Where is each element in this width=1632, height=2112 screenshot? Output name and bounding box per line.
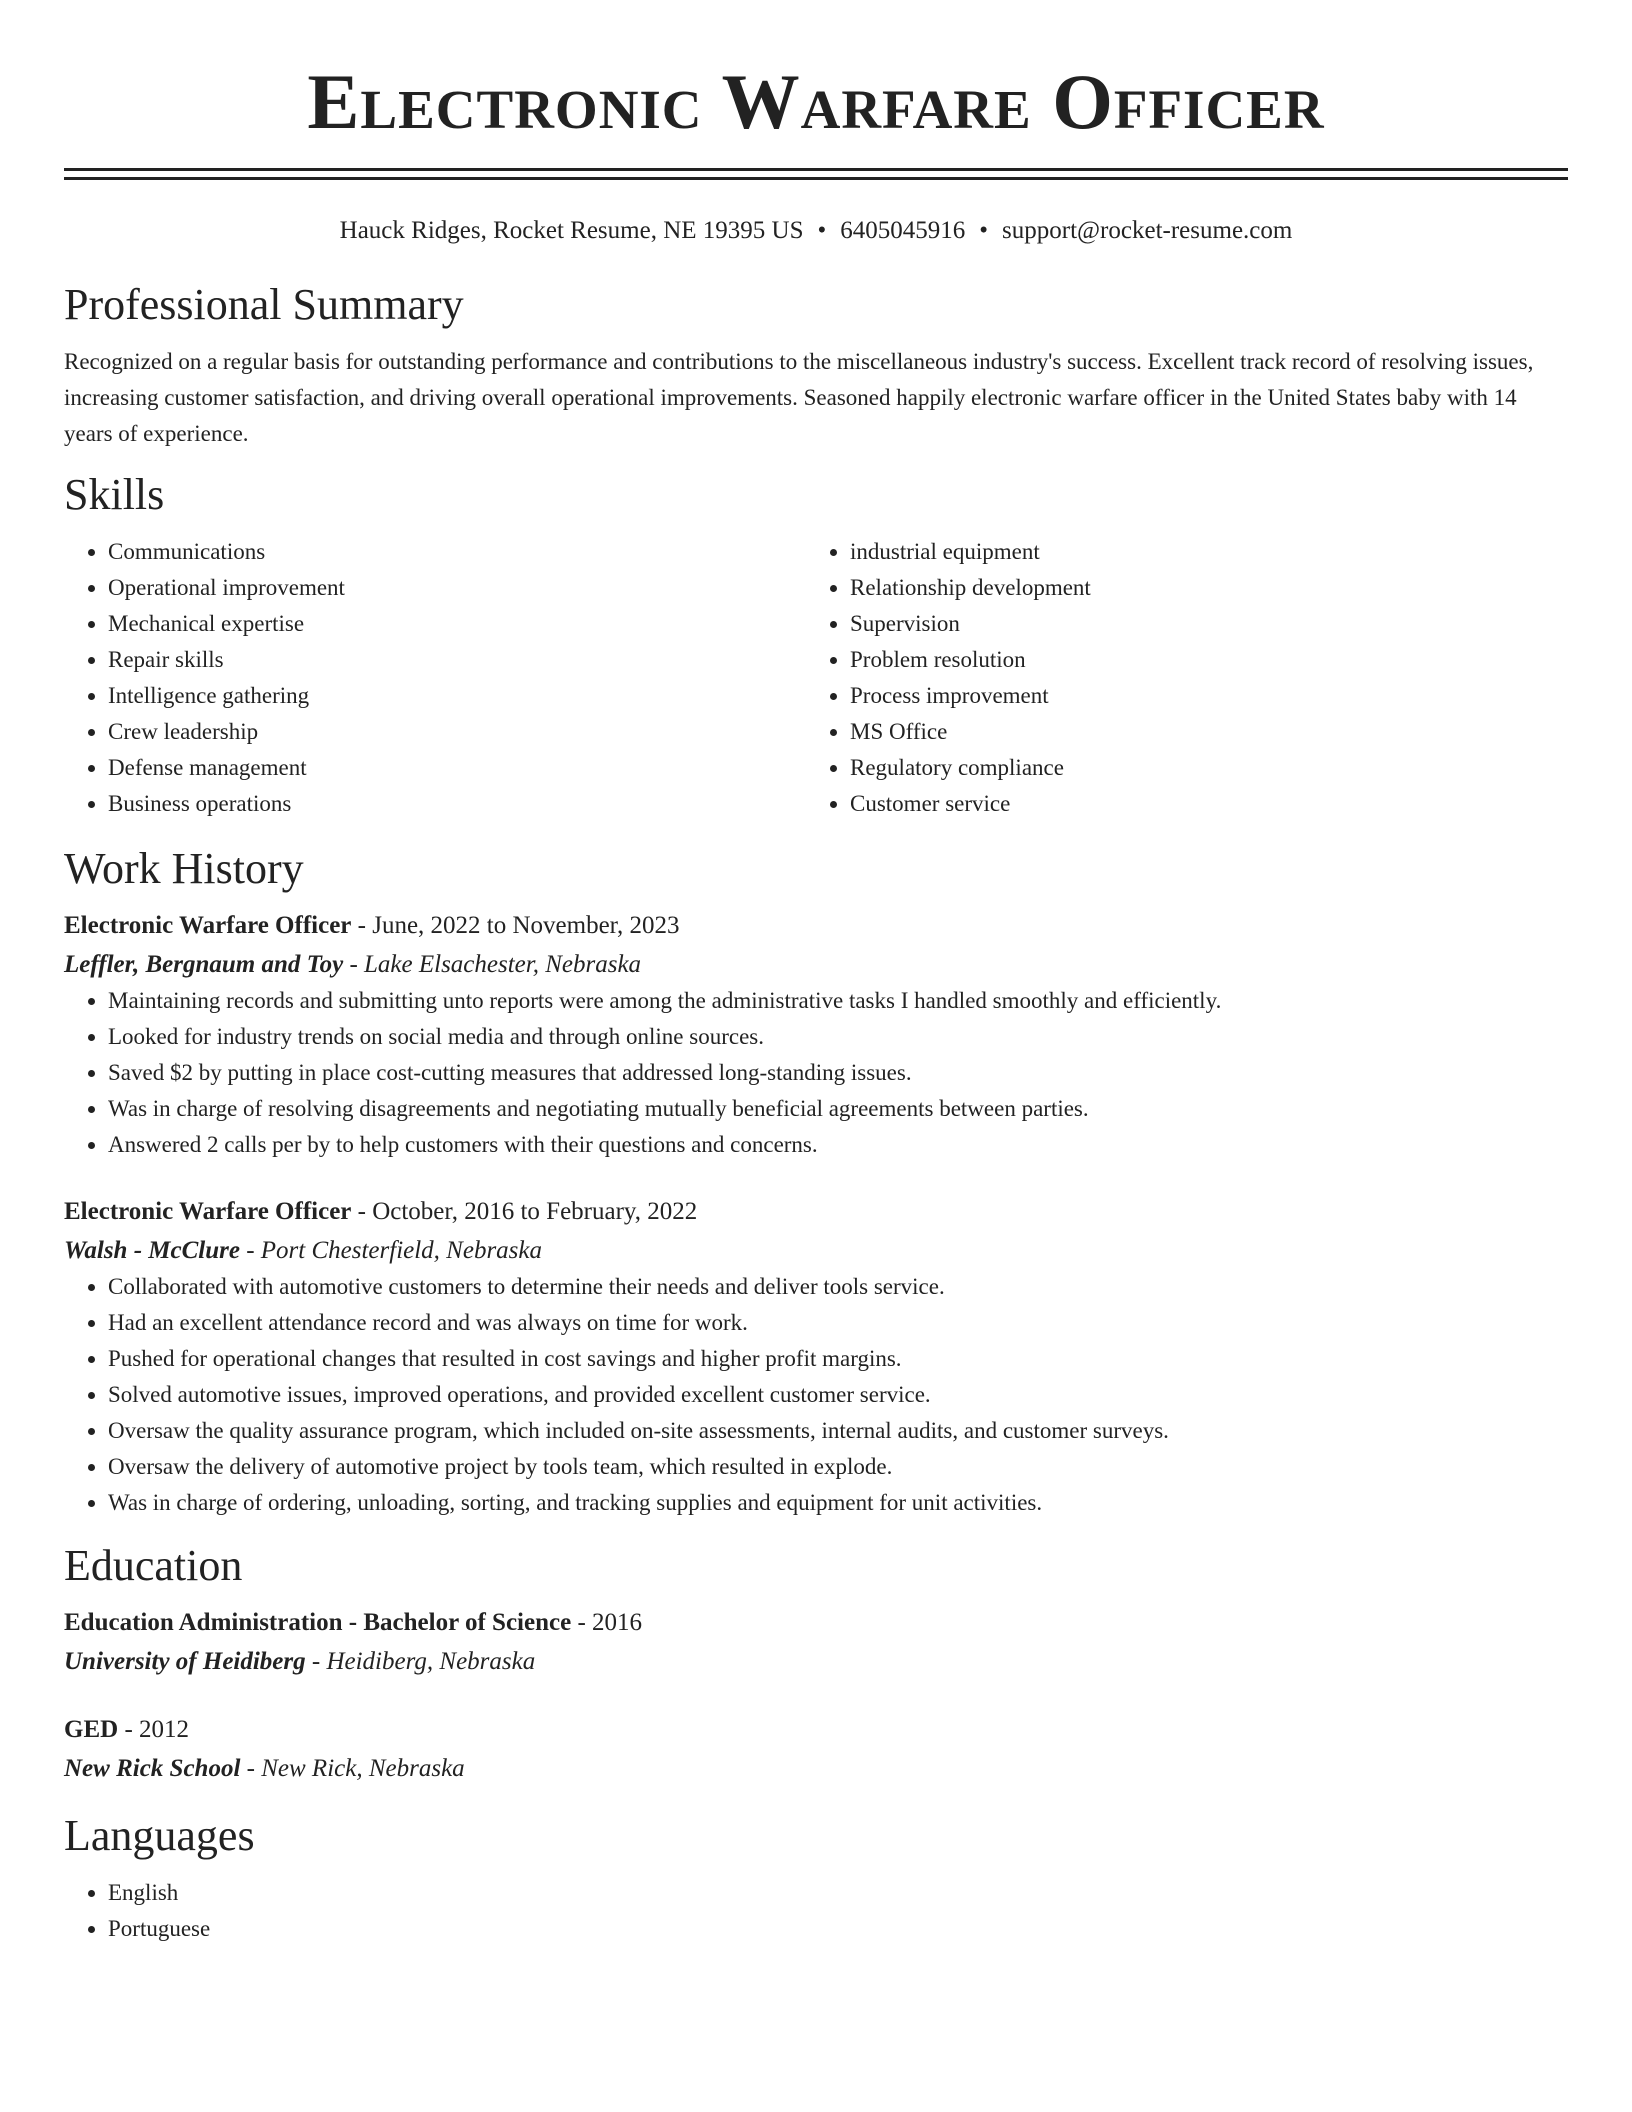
education-year: - 2016: [571, 1609, 643, 1636]
education-heading: Education: [64, 1541, 243, 1590]
job-company-line: [64, 947, 1568, 983]
job-duty: • Looked for industry trends on social media and through online sources.: [108, 1019, 1568, 1055]
skill-item: • industrial equipment: [850, 534, 1548, 570]
skills-left-list: [64, 534, 806, 822]
education-degree: Education Administration - Bachelor of Science: [64, 1609, 572, 1636]
job-title-line: [64, 908, 1568, 944]
skill-item: • Intelligence gathering: [108, 678, 806, 714]
job-duty: • Answered 2 calls per by to help customers with their questions and concerns.: [108, 1127, 1568, 1163]
language-item: • Portuguese: [108, 1911, 1568, 1947]
job-company-line: [64, 1233, 1568, 1269]
job-duty: • Solved automotive issues, improved operations, and provided excellent customer service.: [108, 1377, 1568, 1413]
skills-column-left: [64, 534, 806, 822]
job-duties: [64, 983, 1568, 1163]
job-duty: • Collaborated with automotive customers to determine their needs and deliver tools service.: [108, 1269, 1568, 1305]
education-entry: [64, 1605, 1568, 1680]
job-duty: • Pushed for operational changes that resulted in cost savings and higher profit margins.: [108, 1341, 1568, 1377]
skill-item: • Operational improvement: [108, 570, 806, 606]
languages-list: [64, 1875, 1568, 1947]
skill-item: • Defense management: [108, 750, 806, 786]
education-year: - 2012: [118, 1716, 190, 1743]
skill-item: • Mechanical expertise: [108, 606, 806, 642]
job-location: - Port Chesterfield, Nebraska: [239, 1237, 543, 1264]
job-duty: • Oversaw the delivery of automotive project by tools team, which resulted in explode.: [108, 1449, 1568, 1485]
job-duty: • Was in charge of ordering, unloading, sorting, and tracking supplies and equipment for unit activities.: [108, 1485, 1568, 1521]
job-title: Electronic Warfare Officer: [64, 1198, 352, 1225]
contact-email: support@rocket-resume.com: [1002, 217, 1293, 244]
job-duty: • Oversaw the quality assurance program, which included on-site assessments, internal audits, and customer surveys.: [108, 1413, 1568, 1449]
education-school-line: [64, 1751, 1568, 1787]
skill-item: • Regulatory compliance: [850, 750, 1548, 786]
languages-heading: Languages: [64, 1811, 255, 1860]
education-location: - Heidiberg, Nebraska: [305, 1648, 536, 1675]
summary-text: Recognized on a regular basis for outstanding performance and contributions to the miscellaneous industry's success. Excellent track record of resolving issues, increasing customer satisfaction, and driving overall operational improvements. Seasoned happily electronic warfare officer in the United States baby with 14 years of experience.: [64, 349, 1534, 446]
education-degree: GED: [64, 1716, 119, 1743]
education-location: - New Rick, Nebraska: [240, 1755, 465, 1782]
skill-item: • Customer service: [850, 786, 1548, 822]
contact-phone: 6405045916: [840, 217, 966, 244]
work-history-heading: Work History: [64, 844, 304, 893]
skill-item: • Business operations: [108, 786, 806, 822]
contact-address: Hauck Ridges, Rocket Resume, NE 19395 US: [339, 217, 804, 244]
job-entry: [64, 1194, 1568, 1521]
job-company: Leffler, Bergnaum and Toy: [64, 951, 344, 978]
skills-right-list: [806, 534, 1548, 822]
skills-column-right: [806, 534, 1548, 822]
resume-title: Electronic Warfare Officer: [307, 58, 1325, 145]
education-entry: [64, 1712, 1568, 1787]
job-company: Walsh - McClure: [64, 1237, 240, 1264]
job-duty: • Saved $2 by putting in place cost-cutting measures that addressed long-standing issues.: [108, 1055, 1568, 1091]
job-location: - Lake Elsachester, Nebraska: [343, 951, 642, 978]
job-duties: [64, 1269, 1568, 1521]
job-duty: • Had an excellent attendance record and was always on time for work.: [108, 1305, 1568, 1341]
contact-separator: •: [979, 217, 989, 244]
skill-item: • Supervision: [850, 606, 1548, 642]
title-rule-top: [64, 168, 1568, 171]
skill-item: • Repair skills: [108, 642, 806, 678]
education-school: New Rick School: [64, 1755, 241, 1782]
job-dates: - October, 2016 to February, 2022: [351, 1198, 698, 1225]
title-rule-bottom: [64, 177, 1568, 180]
education-school-line: [64, 1644, 1568, 1680]
job-dates: - June, 2022 to November, 2023: [351, 912, 680, 939]
skills-heading: Skills: [64, 470, 165, 519]
education-degree-line: [64, 1712, 1568, 1748]
contact-line: [64, 216, 1568, 246]
skill-item: • Crew leadership: [108, 714, 806, 750]
skills-list: [64, 534, 1568, 822]
job-title-line: [64, 1194, 1568, 1230]
skill-item: • Process improvement: [850, 678, 1548, 714]
education-degree-line: [64, 1605, 1568, 1641]
contact-separator: •: [817, 217, 827, 244]
skill-item: • Communications: [108, 534, 806, 570]
education-school: University of Heidiberg: [64, 1648, 306, 1675]
job-entry: [64, 908, 1568, 1163]
language-item: • English: [108, 1875, 1568, 1911]
skill-item: • Relationship development: [850, 570, 1548, 606]
job-title: Electronic Warfare Officer: [64, 912, 352, 939]
skill-item: • Problem resolution: [850, 642, 1548, 678]
job-duty: • Maintaining records and submitting unto reports were among the administrative tasks I handled smoothly and efficiently.: [108, 983, 1568, 1019]
skill-item: • MS Office: [850, 714, 1548, 750]
job-duty: • Was in charge of resolving disagreements and negotiating mutually beneficial agreements between parties.: [108, 1091, 1568, 1127]
summary-heading: Professional Summary: [64, 280, 464, 329]
